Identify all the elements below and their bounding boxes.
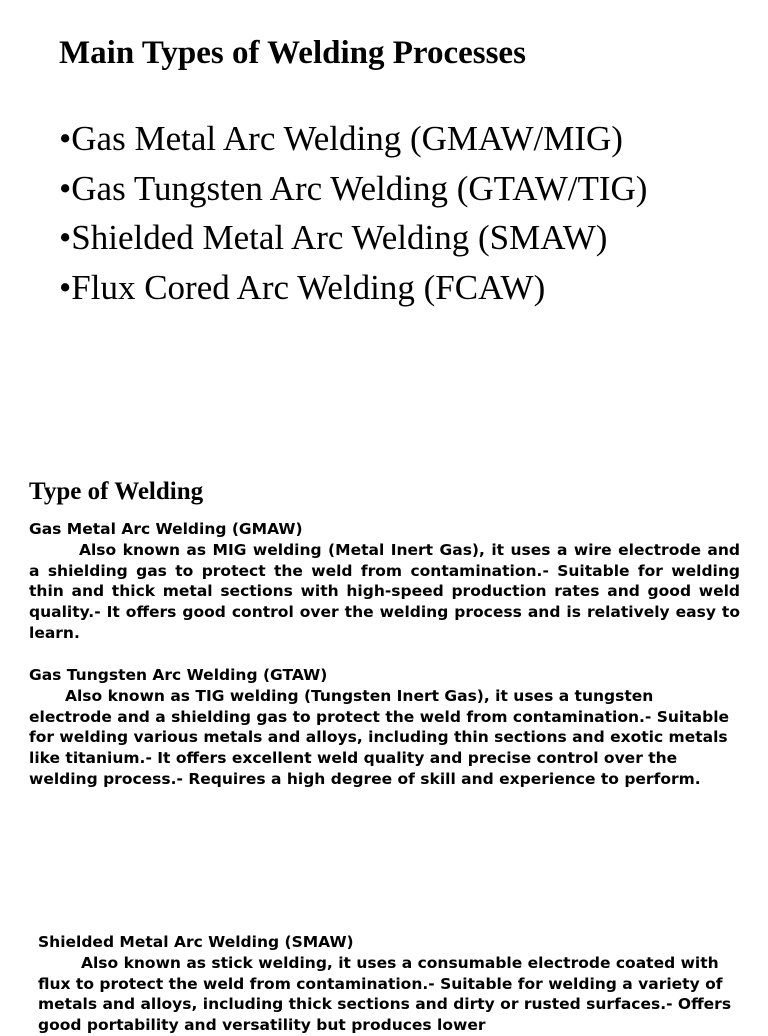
- gmaw-title: Gas Metal Arc Welding (GMAW): [29, 520, 303, 538]
- gtaw-description: Also known as TIG welding (Tungsten Inert Gas), it uses a tungsten electrode and a shielding gas to protect the weld from contamination.- Suitable for welding various metals and alloys, including thin sections and exotic metals like titanium.- It offers excellent weld quality and precise control over the welding process.- Requires a high degree of skill and experience to perform.: [29, 686, 730, 788]
- bullet-list: [59, 114, 647, 312]
- gmaw-description: Also known as MIG welding (Metal Inert Gas), it uses a wire electrode and a shielding gas to protect the weld from contamination.- Suitable for welding thin and thick metal sections with high-speed production rates and good weld quality.- It offers good control over the welding process and is relatively easy to learn.: [29, 540, 740, 642]
- smaw-description: Also known as stick welding, it uses a consumable electrode coated with flux to protect the weld from contamination.- Suitable for welding a variety of metals and alloys, including thick sections and dirty or rusted surfaces.- Offers good portability and versatility but produces lower: [38, 953, 732, 1035]
- section-heading: Type of Welding: [29, 478, 204, 505]
- slide-title: Main Types of Welding Processes: [59, 35, 526, 71]
- bullet-item: • Shielded Metal Arc Welding (SMAW): [59, 213, 647, 263]
- bullet-item: • Gas Metal Arc Welding (GMAW/MIG): [59, 114, 647, 164]
- bullet-item: • Flux Cored Arc Welding (FCAW): [59, 263, 647, 313]
- gtaw-title: Gas Tungsten Arc Welding (GTAW): [29, 666, 328, 684]
- gmaw-section: [29, 519, 740, 644]
- bullet-item: • Gas Tungsten Arc Welding (GTAW/TIG): [59, 164, 647, 214]
- gtaw-section: [29, 665, 737, 790]
- smaw-section: [38, 932, 738, 1036]
- smaw-title: Shielded Metal Arc Welding (SMAW): [38, 933, 354, 951]
